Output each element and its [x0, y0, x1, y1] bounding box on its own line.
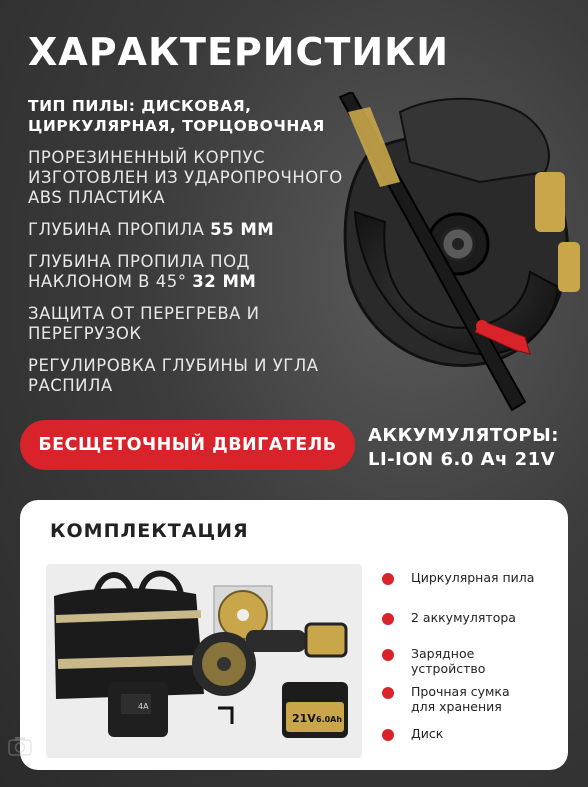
- kit-illustration: [46, 564, 362, 758]
- kit-item-bag: [382, 684, 521, 714]
- kit-item-label: Диск: [411, 726, 444, 741]
- kit-item-label: Прочная сумка для хранения: [411, 684, 510, 714]
- battery-title: АККУМУЛЯТОРЫ:: [368, 425, 559, 446]
- spec-cut-depth-45-value: 32 ММ: [192, 272, 257, 291]
- kit-battery-volt: 21V: [292, 712, 316, 725]
- spec-saw-type: ТИП ПИЛЫ: ДИСКОВАЯ, ЦИРКУЛЯРНАЯ, ТОРЦОВОЧНАЯ: [28, 97, 325, 135]
- spec-body: ПРОРЕЗИНЕННЫЙ КОРПУС ИЗГОТОВЛЕН ИЗ УДАРОПРОЧНОГО ABS ПЛАСТИКА: [28, 148, 343, 207]
- spec-cut-depth-value: 55 ММ: [210, 220, 275, 239]
- kit-item-label: 2 аккумулятора: [411, 610, 516, 625]
- kit-title: КОМПЛЕКТАЦИЯ: [50, 520, 249, 542]
- gold-accent: [535, 172, 565, 232]
- battery-spec: LI-ION 6.0 Ач 21V: [368, 449, 556, 470]
- spec-cut-depth-45: [28, 252, 358, 292]
- kit-item-disc: [382, 726, 561, 741]
- charger-image: [108, 682, 168, 737]
- watermark: [8, 732, 138, 760]
- spec-cut-depth: [28, 220, 358, 240]
- kit-item-label: Циркулярная пила: [411, 570, 535, 585]
- bullet-dot-icon: [382, 729, 394, 741]
- spec-adjust: РЕГУЛИРОВКА ГЛУБИНЫ И УГЛА РАСПИЛА: [28, 356, 319, 395]
- bullet-dot-icon: [382, 649, 394, 661]
- specs-list: [28, 96, 358, 408]
- charger-label: 4A: [138, 702, 149, 711]
- circular-saw-image: [330, 92, 588, 422]
- kit-item-charger: [382, 646, 511, 676]
- kit-battery-image: [282, 682, 348, 738]
- kit-item-label: Зарядное устройство: [411, 646, 486, 676]
- kit-item-batteries: [382, 610, 561, 625]
- kit-battery-capacity: 6.0Ah: [316, 715, 343, 724]
- spec-overheat: ЗАЩИТА ОТ ПЕРЕГРЕВА И ПЕРЕГРУЗОК: [28, 304, 260, 343]
- kit-photo: [46, 564, 362, 758]
- spec-cut-depth-label: ГЛУБИНА ПРОПИЛА: [28, 220, 205, 239]
- gold-accent: [558, 242, 580, 292]
- motor-badge: БЕСЩЕТОЧНЫЙ ДВИГАТЕЛЬ: [20, 420, 355, 470]
- kit-card: [20, 500, 568, 770]
- bag-image: [54, 573, 204, 699]
- bullet-dot-icon: [382, 573, 394, 585]
- kit-item-saw: [382, 570, 561, 585]
- page-title: ХАРАКТЕРИСТИКИ: [28, 30, 450, 74]
- spec-cut-depth-45-label: ГЛУБИНА ПРОПИЛА ПОД НАКЛОНОМ В 45°: [28, 252, 250, 291]
- bullet-dot-icon: [382, 687, 394, 699]
- bullet-dot-icon: [382, 613, 394, 625]
- battery-info: [368, 424, 559, 472]
- camera-icon: [8, 736, 32, 756]
